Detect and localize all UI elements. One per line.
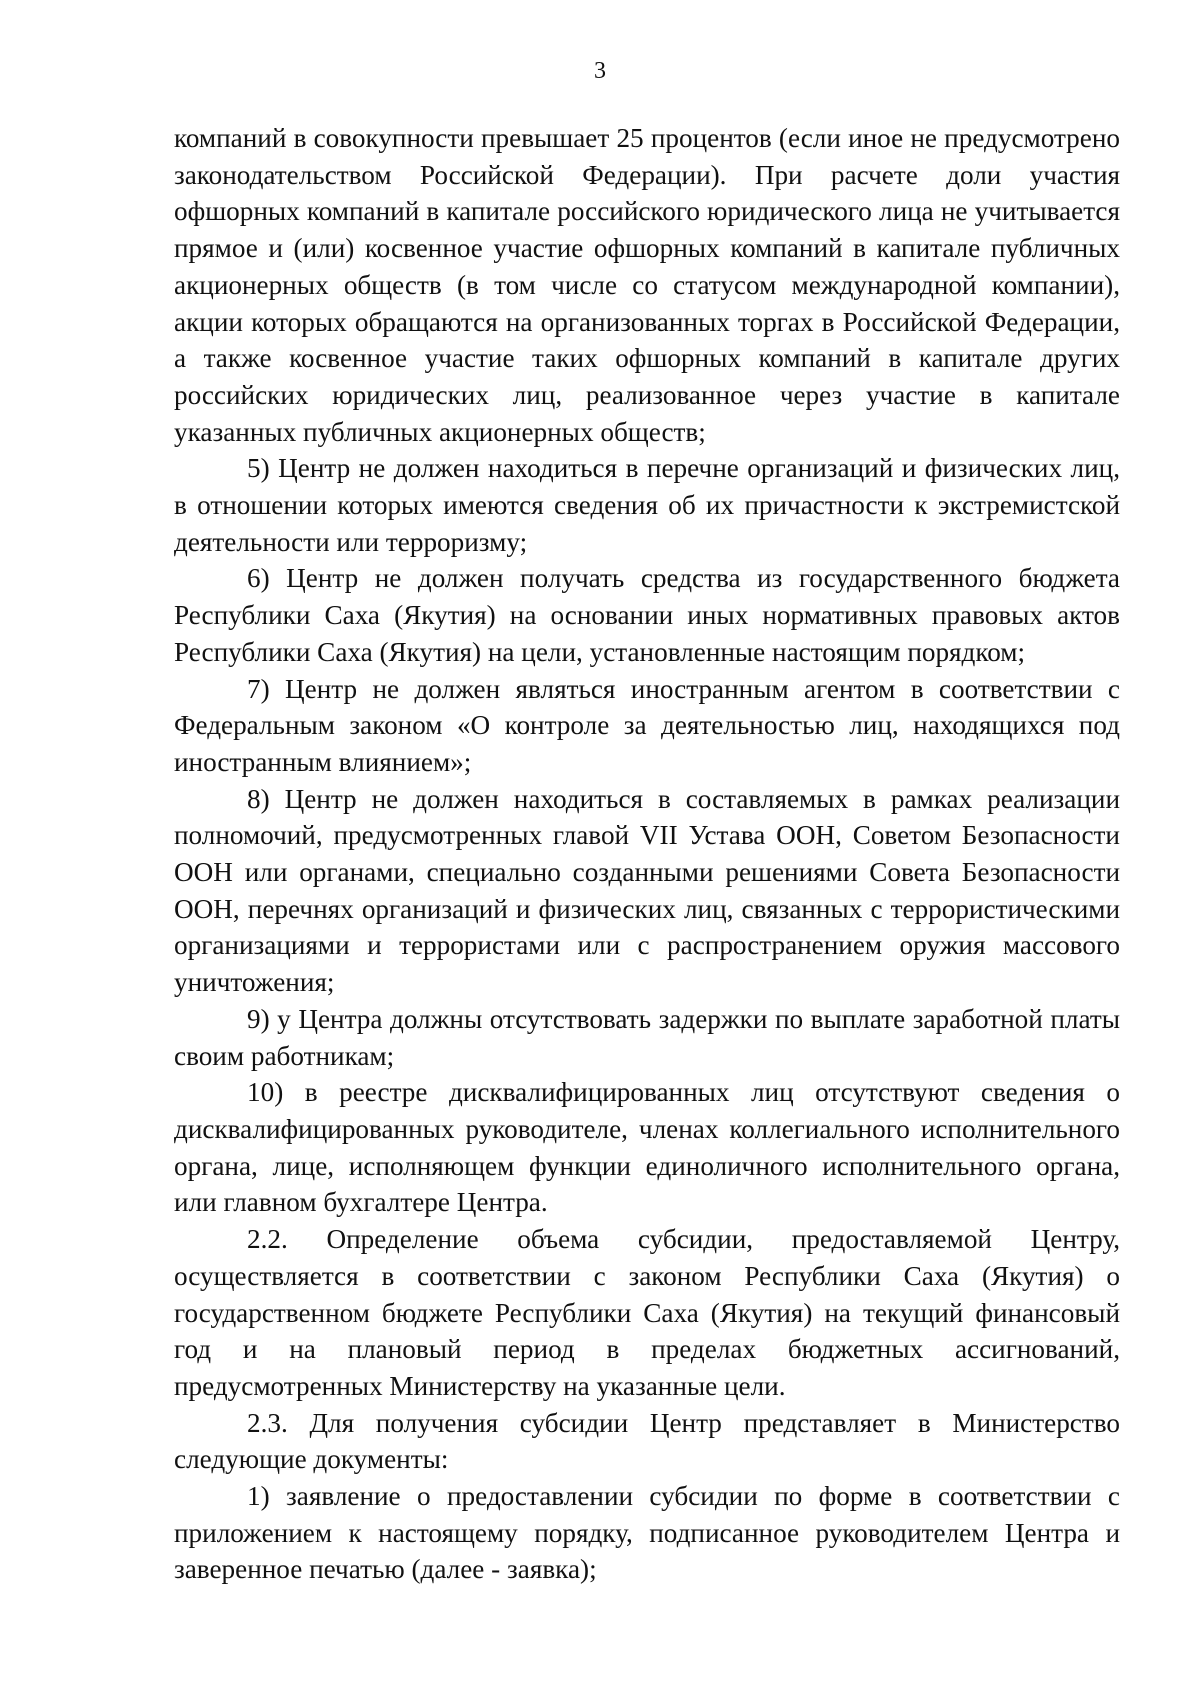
paragraph-item-5: 5) Центр не должен находиться в перечне организаций и физических лиц, в отношении которых имеются сведения об их причастности к экстремистской деятельности или терроризму; — [174, 453, 1120, 557]
page-number: 3 — [594, 58, 606, 84]
paragraph-document-item-1: 1) заявление о предоставлении субсидии по форме в соответствии с приложением к настоящему порядку, подписанное руководителем Центра и заверенное печатью (далее - заявка); — [174, 1481, 1120, 1585]
paragraph-item-9: 9) у Центра должны отсутствовать задержки по выплате заработной платы своим работникам; — [174, 1003, 1120, 1071]
document-body — [174, 120, 1120, 1588]
paragraph-item-10: 10) в реестре дисквалифицированных лиц отсутствуют сведения о дисквалифицированных руководителе, членах коллегиального исполнительного органа, лице, исполняющем функции единоличного исполнительного органа, или главном бухгалтере Центра. — [174, 1077, 1120, 1218]
paragraph-section-2-3: 2.3. Для получения субсидии Центр представляет в Министерство следующие документы: — [174, 1407, 1120, 1475]
paragraph-continuation: компаний в совокупности превышает 25 процентов (если иное не предусмотрено законодательством Российской Федерации). При расчете доли участия офшорных компаний в капитале российского юридического лица не учитывается прямое и (или) косвенное участие офшорных компаний в капитале публичных акционерных обществ (в том числе со статусом международной компании), акции которых обращаются на организованных торгах в Российской Федерации, а также косвенное участие таких офшорных компаний в капитале других российских юридических лиц, реализованное через участие в капитале указанных публичных акционерных обществ; — [174, 123, 1120, 447]
paragraph-item-7: 7) Центр не должен являться иностранным агентом в соответствии с Федеральным законом «О контроле за деятельностью лиц, находящихся под иностранным влиянием»; — [174, 673, 1120, 777]
paragraph-section-2-2: 2.2. Определение объема субсидии, предоставляемой Центру, осуществляется в соответствии с законом Республики Саха (Якутия) о государственном бюджете Республики Саха (Якутия) на текущий финансовый год и на плановый период в пределах бюджетных ассигнований, предусмотренных Министерству на указанные цели. — [174, 1224, 1120, 1401]
paragraph-item-8: 8) Центр не должен находиться в составляемых в рамках реализации полномочий, предусмотренных главой VII Устава ООН, Советом Безопасности ООН или органами, специально созданными решениями Совета Безопасности ООН, перечнях организаций и физических лиц, связанных с террористическими организациями и террористами или с распространением оружия массового уничтожения; — [174, 783, 1120, 998]
paragraph-item-6: 6) Центр не должен получать средства из государственного бюджета Республики Саха (Якутия) на основании иных нормативных правовых актов Республики Саха (Якутия) на цели, установленные настоящим порядком; — [174, 563, 1120, 667]
